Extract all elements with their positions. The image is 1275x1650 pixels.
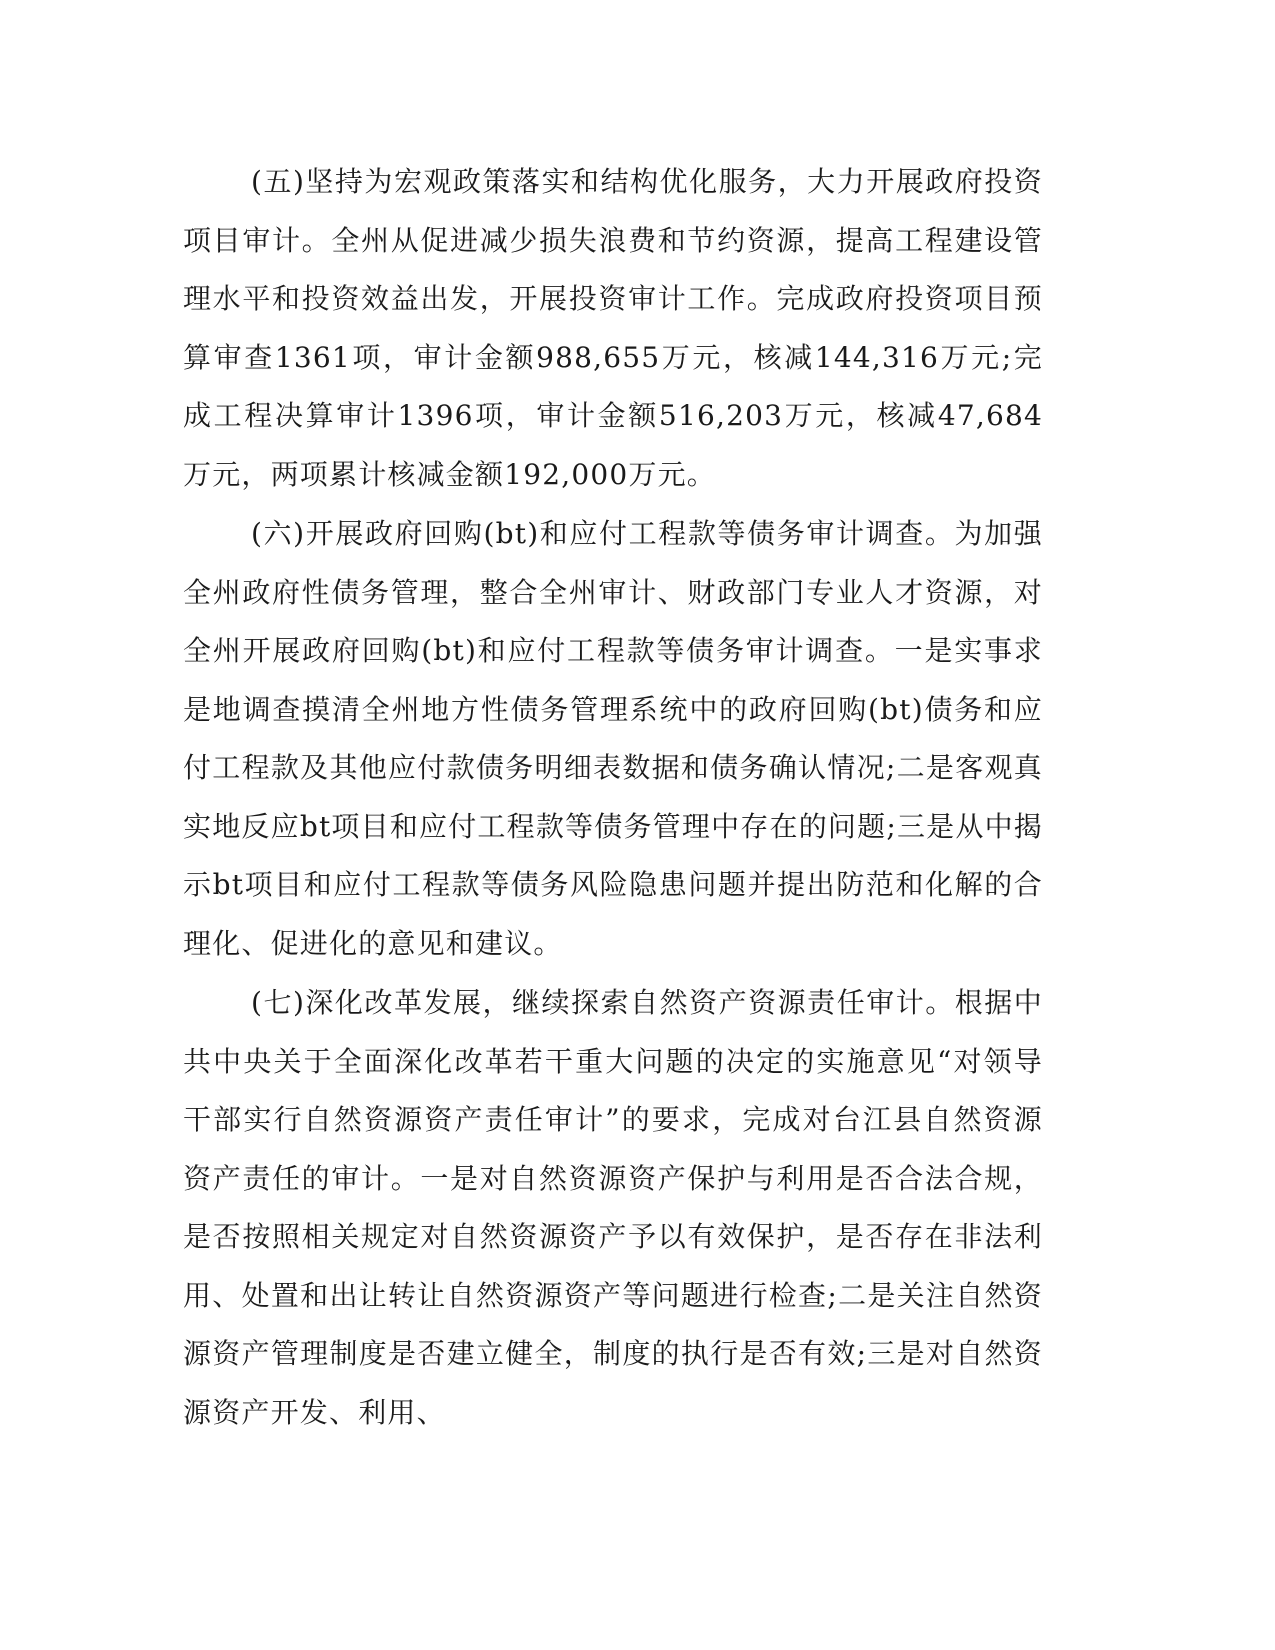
- paragraph-natural-resource-audit: (七)深化改革发展，继续探索自然资产资源责任审计。根据中共中央关于全面深化改革若干重大问题的决定的实施意见“对领导干部实行自然资源资产责任审计”的要求，完成对台江县自然资源资产责任的审计。一是对自然资源资产保护与利用是否合法合规，是否按照相关规定对自然资源资产予以有效保护，是否存在非法利用、处置和出让转让自然资源资产等问题进行检查;二是关注自然资源资产管理制度是否建立健全，制度的执行是否有效;三是对自然资源资产开发、利用、: [183, 986, 1043, 1429]
- paragraph-investment-audit: (五)坚持为宏观政策落实和结构优化服务，大力开展政府投资项目审计。全州从促进减少损失浪费和节约资源，提高工程建设管理水平和投资效益出发，开展投资审计工作。完成政府投资项目预算审查1361项，审计金额988,655万元，核减144,316万元;完成工程决算审计1396项，审计金额516,203万元，核减47,684万元，两项累计核减金额192,000万元。: [183, 165, 1043, 491]
- paragraph-debt-audit: (六)开展政府回购(bt)和应付工程款等债务审计调查。为加强全州政府性债务管理，整合全州审计、财政部门专业人才资源，对全州开展政府回购(bt)和应付工程款等债务审计调查。一是实事求是地调查摸清全州地方性债务管理系统中的政府回购(bt)债务和应付工程款及其他应付款债务明细表数据和债务确认情况;二是客观真实地反应bt项目和应付工程款等债务管理中存在的问题;三是从中揭示bt项目和应付工程款等债务风险隐患问题并提出防范和化解的合理化、促进化的意见和建议。: [183, 517, 1043, 960]
